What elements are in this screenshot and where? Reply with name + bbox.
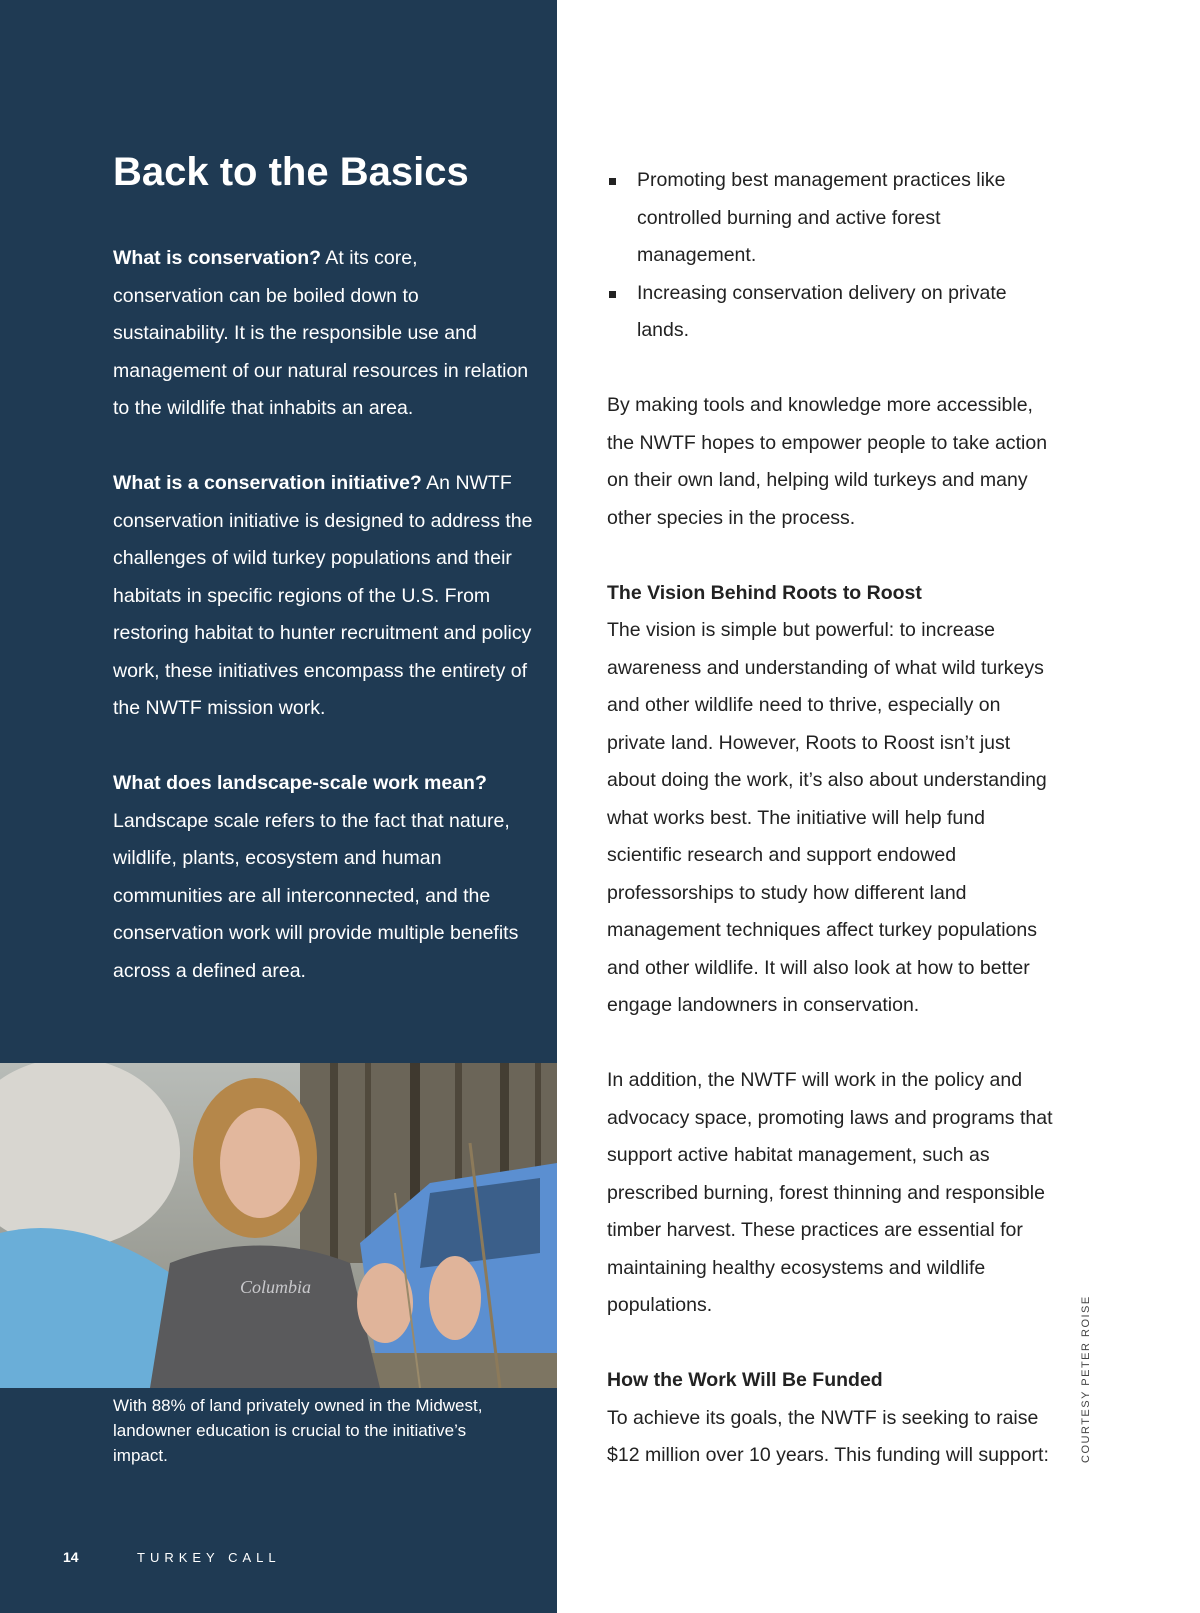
page-number: 14	[63, 1549, 79, 1565]
page-title: Back to the Basics	[113, 150, 469, 194]
square-bullet-icon	[609, 178, 616, 185]
magazine-name: TURKEY CALL	[137, 1550, 281, 1565]
paragraph-policy: In addition, the NWTF will work in the policy and advocacy space, promoting laws and programs that support active habitat management, such as prescribed burning, forest thinning and responsible timber harvest. These practices are essential for maintaining healthy ecosystems and wildlife populations.	[607, 1069, 1053, 1316]
shirt-logo-text: Columbia	[240, 1277, 312, 1297]
list-item	[607, 162, 1057, 275]
square-bullet-icon	[609, 291, 616, 298]
bullet-text: Promoting best management practices like controlled burning and active forest management.	[637, 169, 1006, 266]
paragraph-tools: By making tools and knowledge more accessible, the NWTF hopes to empower people to take action on their own land, helping wild turkeys and many other species in the process.	[607, 394, 1048, 529]
bullet-text: Increasing conservation delivery on private lands.	[637, 281, 1007, 341]
question-lead: What is a conservation initiative?	[113, 472, 422, 494]
paragraph-conservation	[113, 240, 533, 428]
bullet-list	[607, 162, 1057, 350]
photo-caption: With 88% of land privately owned in the Midwest, landowner education is crucial to the initiative’s impact.	[113, 1396, 483, 1465]
section-heading-vision: The Vision Behind Roots to Roost	[607, 581, 922, 604]
paragraph-landscape	[113, 765, 533, 990]
paragraph-funding: To achieve its goals, the NWTF is seeking to raise $12 million over 10 years. This funding will support:	[607, 1406, 1049, 1466]
list-item	[607, 275, 1057, 350]
answer-text: An NWTF conservation initiative is designed to address the challenges of wild turkey populations and their habitats in specific regions of the U.S. From restoring habitat to hunter recruitment and policy work, these initiatives encompass the entirety of the NWTF mission work.	[113, 472, 533, 719]
photo-illustration	[0, 1063, 557, 1388]
left-panel	[0, 0, 557, 1613]
question-lead: What is conservation?	[113, 247, 322, 269]
paragraph-initiative	[113, 465, 533, 728]
left-column	[113, 150, 533, 1028]
question-lead: What does landscape-scale work mean?	[113, 772, 487, 794]
answer-text: At its core, conservation can be boiled down to sustainability. It is the responsible use and management of our natural resources in relation to the wildlife that inhabits an area.	[113, 247, 529, 419]
section-heading-funding: How the Work Will Be Funded	[607, 1369, 883, 1391]
paragraph-vision: The vision is simple but powerful: to increase awareness and understanding of what wild turkeys and other wildlife need to thrive, especially on private land. However, Roots to Roost isn’t just about doing the work, it’s also about understanding what works best. The initiative will help fund scientific research and support endowed professorships to study how different land management techniques affect turkey populations and other wildlife. It will also look at how to better engage landowners in conservation.	[607, 619, 1047, 1016]
landowner-photo	[0, 1063, 557, 1388]
answer-text: Landscape scale refers to the fact that nature, wildlife, plants, ecosystem and human communities are all interconnected, and the conservation work will provide multiple benefits across a defined area.	[113, 809, 519, 982]
photo-credit: COURTESY PETER ROISE	[1080, 1295, 1092, 1463]
right-column	[607, 162, 1057, 1512]
